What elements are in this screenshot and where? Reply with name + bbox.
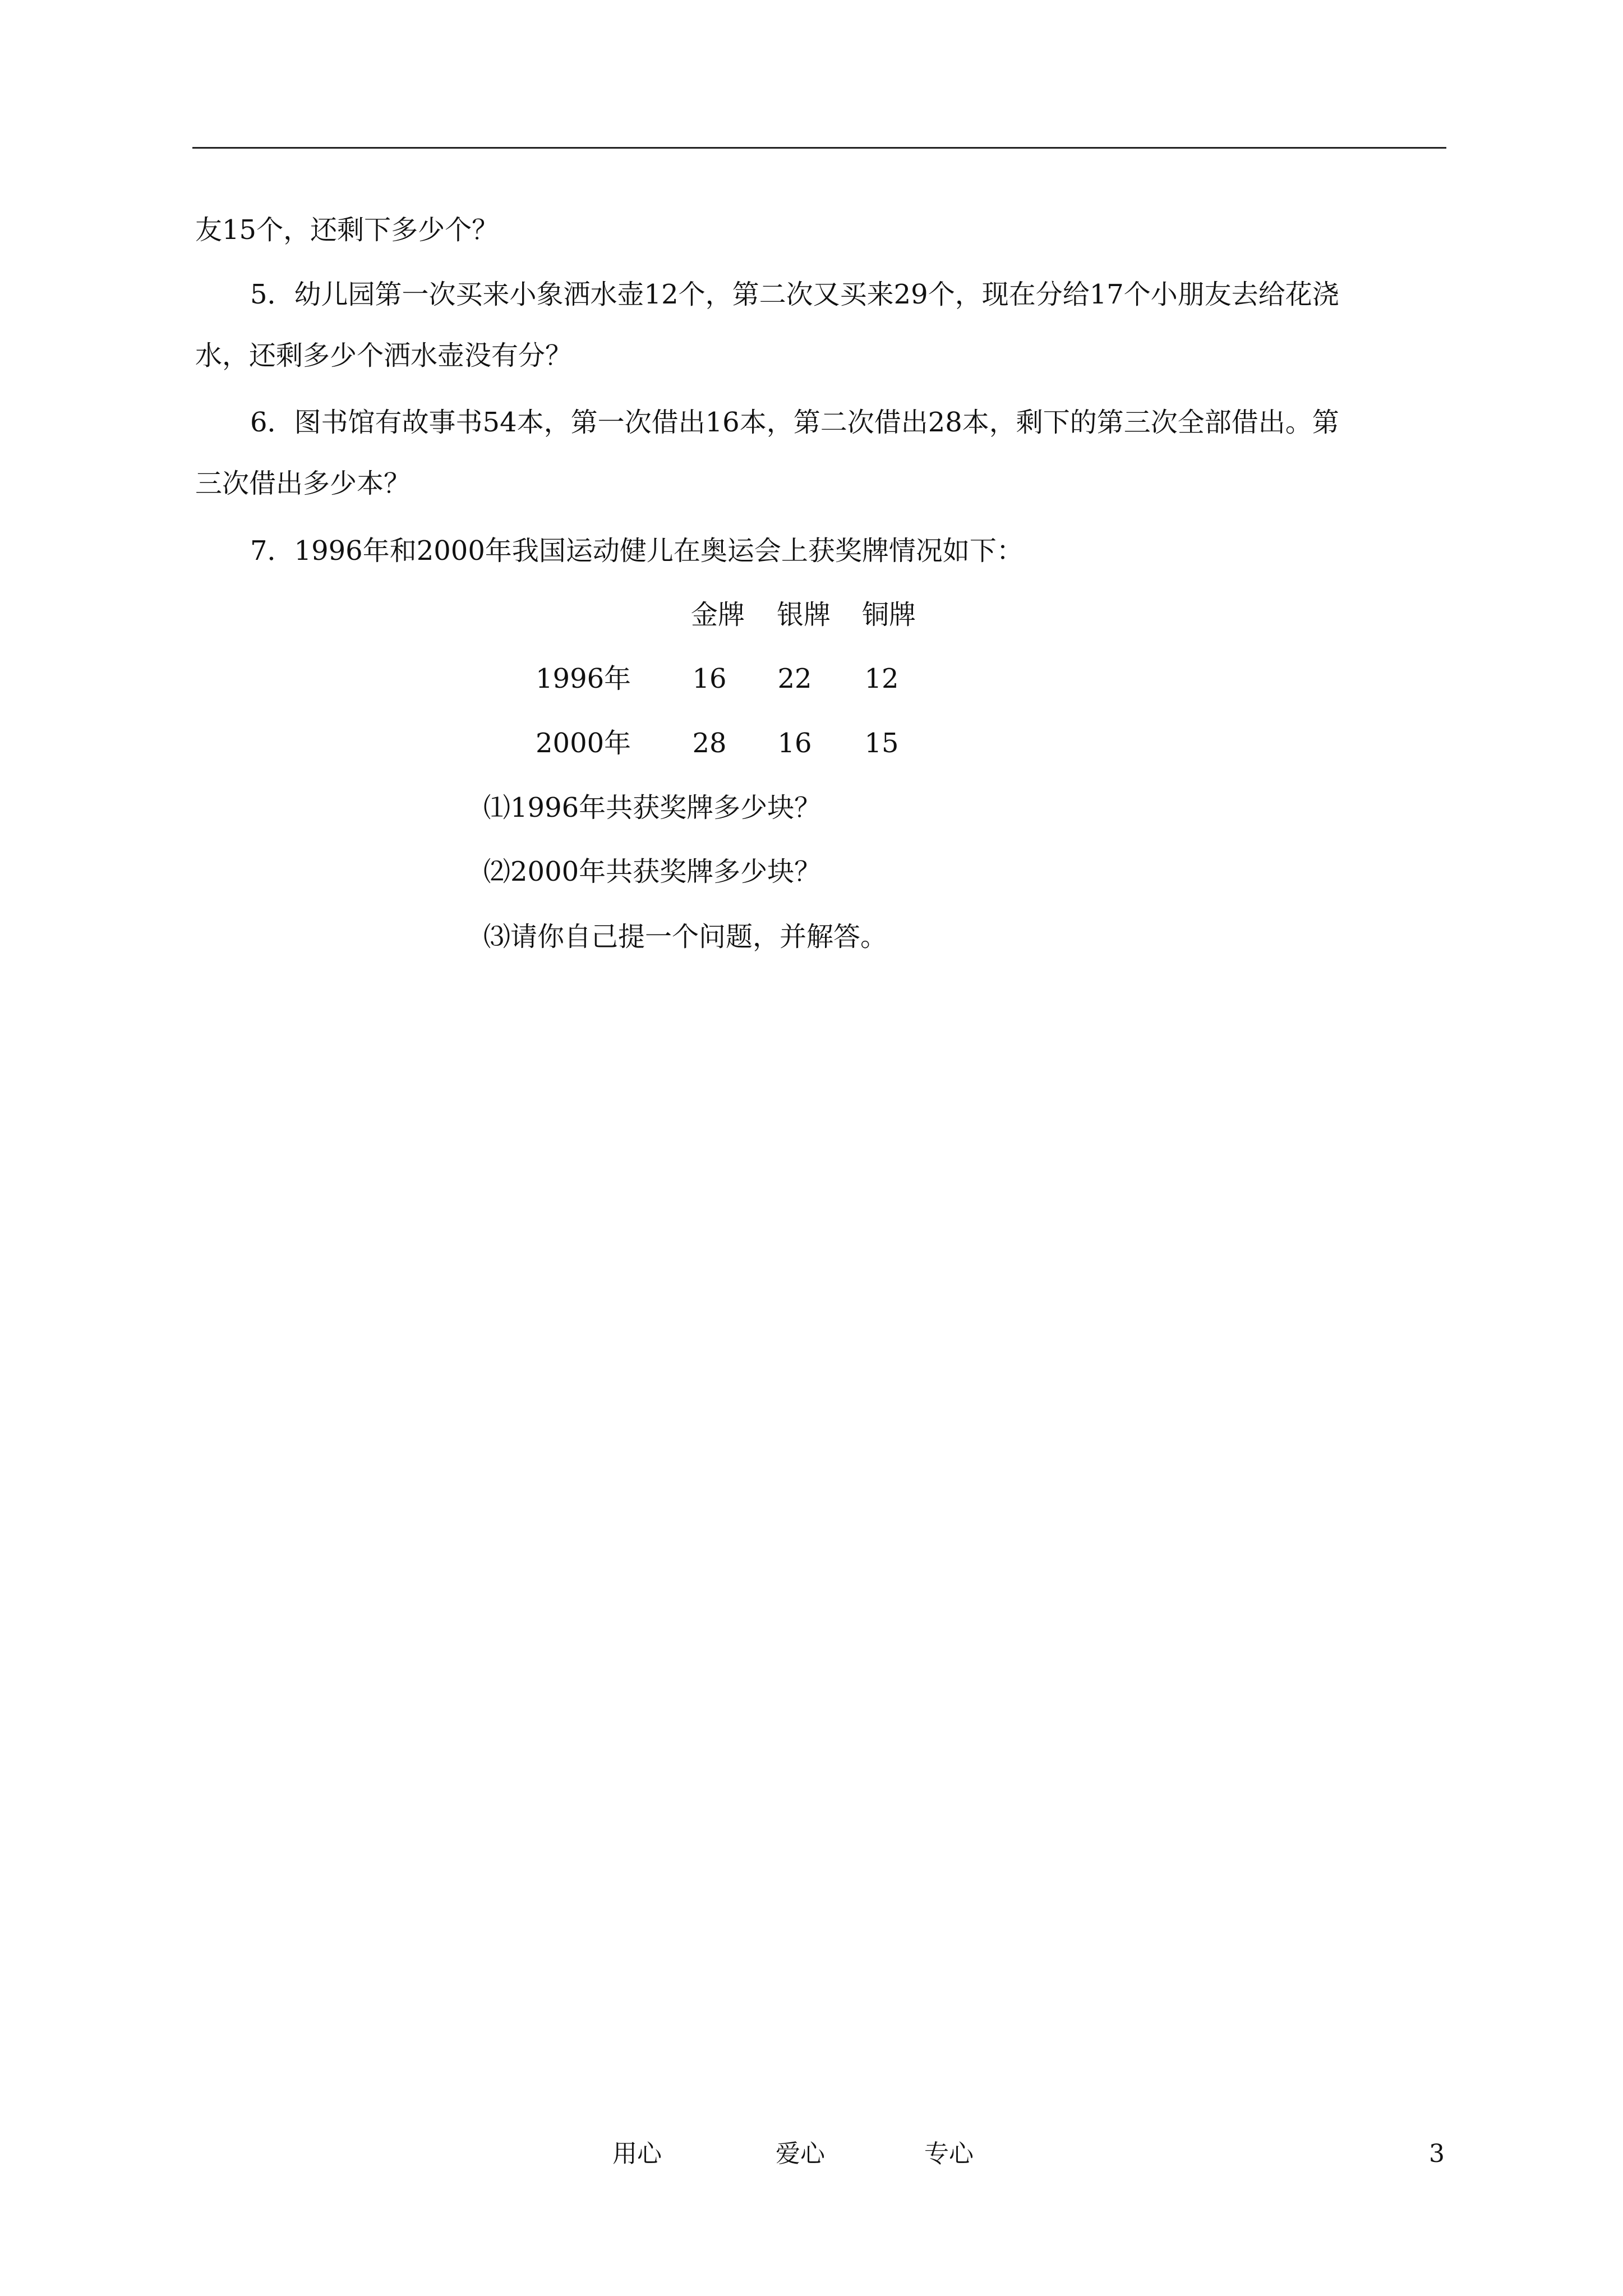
question-5-line-1: 5．幼儿园第一次买来小象洒水壶12个，第二次又买来29个，现在分给17个小朋友去给花浇 — [250, 279, 1339, 310]
table-cell: 28 — [692, 728, 727, 759]
table-row-year: 1996年 — [536, 663, 631, 694]
sub-question-2: ⑵2000年共获奖牌多少块？ — [483, 856, 822, 887]
sub-question-1: ⑴1996年共获奖牌多少块？ — [483, 792, 822, 823]
table-cell: 15 — [864, 728, 899, 759]
header-rule — [192, 147, 1446, 149]
table-row-year: 2000年 — [536, 728, 631, 759]
paragraph-continuation: 友15个，还剩下多少个？ — [195, 214, 499, 246]
question-5-line-2: 水，还剩多少个洒水壶没有分？ — [195, 340, 573, 371]
table-cell: 16 — [777, 728, 812, 759]
table-header-bronze: 铜牌 — [861, 599, 916, 631]
question-7-intro: 7．1996年和2000年我国运动健儿在奥运会上获奖牌情况如下： — [250, 535, 1023, 567]
table-header-gold: 金牌 — [690, 599, 745, 631]
table-header-silver: 银牌 — [776, 599, 831, 631]
table-cell: 22 — [777, 663, 812, 694]
sub-question-3: ⑶请你自己提一个问题，并解答。 — [483, 921, 888, 953]
table-cell: 12 — [864, 663, 899, 694]
question-6-line-2: 三次借出多少本？ — [195, 468, 411, 499]
question-6-line-1: 6．图书馆有故事书54本，第一次借出16本，第二次借出28本，剩下的第三次全部借出。第 — [250, 407, 1339, 438]
footer-slogan-1: 用心 — [612, 2139, 662, 2168]
page-number: 3 — [1429, 2139, 1445, 2168]
footer-slogan-3: 专心 — [924, 2139, 974, 2168]
footer-slogan-2: 爱心 — [776, 2139, 825, 2168]
table-cell: 16 — [692, 663, 727, 694]
